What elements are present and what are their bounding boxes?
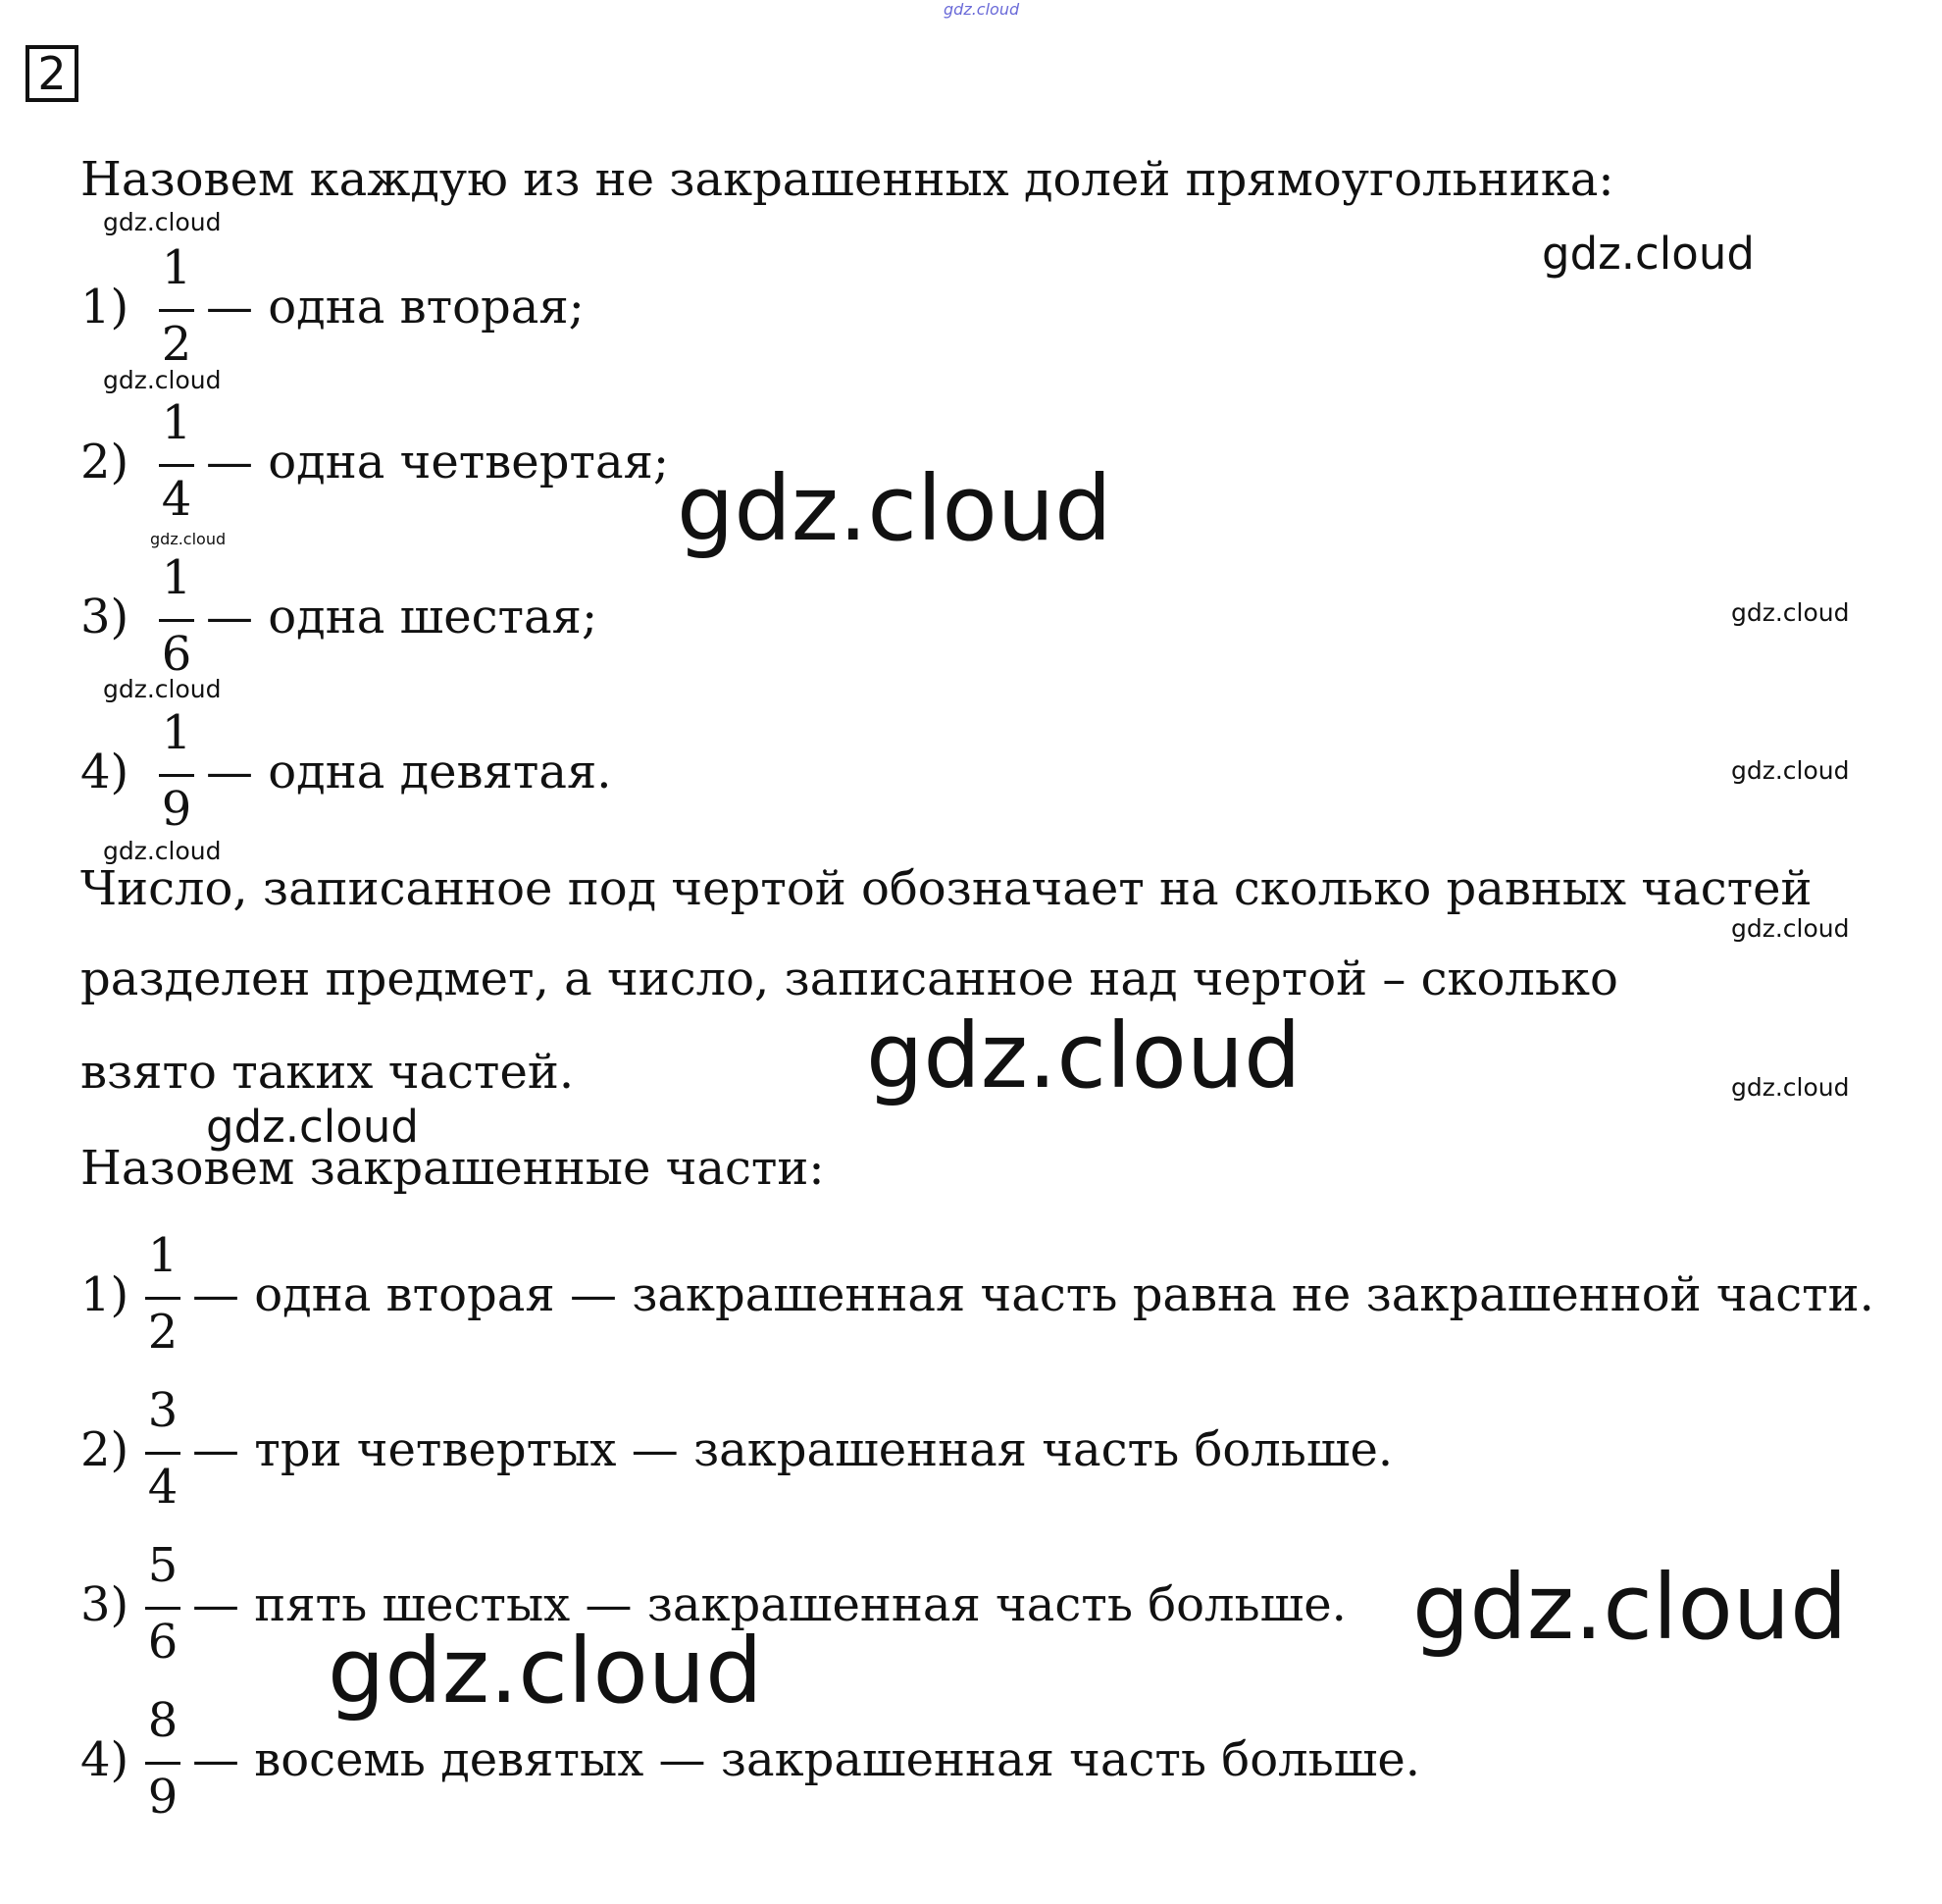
fraction-bar [159, 619, 194, 622]
item-number: 1) [80, 1267, 129, 1322]
numerator: 5 [147, 1538, 179, 1593]
watermark: gdz.cloud [103, 675, 222, 703]
watermark: gdz.cloud [1731, 1073, 1850, 1102]
item-number: 2) [80, 435, 129, 489]
task-number: 2 [37, 47, 67, 100]
item-number: 4) [80, 1732, 129, 1787]
fraction-bar [159, 774, 194, 777]
numerator: 1 [147, 1228, 179, 1283]
watermark: gdz.cloud [150, 530, 227, 548]
shaded-intro-text: Назовем закрашенные части: [80, 1141, 825, 1196]
intro-text: Назовем каждую из не закрашенных долей прямоугольника: [80, 152, 1614, 207]
denominator: 9 [147, 1770, 179, 1825]
item-text: — одна шестая; [206, 590, 598, 644]
item-text: — пять шестых — закрашенная часть больше. [192, 1577, 1347, 1632]
watermark: gdz.cloud [1731, 914, 1850, 943]
numerator: 1 [161, 550, 192, 605]
explanation-line-3: взято таких частей. [80, 1045, 575, 1100]
numerator: 1 [161, 705, 192, 760]
watermark: gdz.cloud [103, 366, 222, 394]
fraction [143, 1538, 182, 1675]
fraction-bar [159, 464, 194, 467]
watermark: gdz.cloud [1731, 756, 1850, 785]
item-number: 2) [80, 1422, 129, 1477]
denominator: 4 [161, 472, 192, 527]
watermark: gdz.cloud [677, 456, 1112, 561]
denominator: 4 [147, 1460, 179, 1515]
fraction [157, 550, 196, 688]
fraction-bar [145, 1297, 180, 1300]
explanation-line-2: разделен предмет, а число, записанное над чертой – сколько [80, 952, 1618, 1006]
fraction [157, 240, 196, 378]
fraction [143, 1693, 182, 1830]
explanation-line-1: Число, записанное под чертой обозначает на сколько равных частей [80, 861, 1813, 916]
item-text: — одна четвертая; [206, 435, 670, 489]
numerator: 8 [147, 1693, 179, 1748]
fraction-bar [145, 1762, 180, 1765]
item-number: 4) [80, 745, 129, 799]
denominator: 6 [147, 1615, 179, 1670]
denominator: 6 [161, 627, 192, 682]
watermark: gdz.cloud [1731, 598, 1850, 627]
watermark: gdz.cloud [944, 0, 1020, 19]
task-number-box [26, 45, 78, 102]
item-number: 3) [80, 1577, 129, 1632]
watermark: gdz.cloud [1412, 1555, 1848, 1660]
fraction [143, 1228, 182, 1365]
watermark: gdz.cloud [328, 1619, 763, 1724]
item-number: 3) [80, 590, 129, 644]
watermark: gdz.cloud [1542, 228, 1755, 280]
numerator: 1 [161, 395, 192, 450]
fraction-bar [145, 1452, 180, 1455]
numerator: 1 [161, 240, 192, 295]
denominator: 2 [161, 317, 192, 372]
watermark: gdz.cloud [103, 837, 222, 865]
denominator: 9 [161, 782, 192, 837]
fraction [157, 395, 196, 533]
watermark: gdz.cloud [866, 1003, 1302, 1108]
fraction-bar [145, 1607, 180, 1610]
watermark: gdz.cloud [206, 1101, 419, 1153]
numerator: 3 [147, 1383, 179, 1438]
item-number: 1) [80, 280, 129, 334]
denominator: 2 [147, 1305, 179, 1360]
watermark: gdz.cloud [103, 208, 222, 236]
item-text: — одна девятая. [206, 745, 612, 799]
item-text: — одна вторая — закрашенная часть равна не закрашенной части. [192, 1267, 1874, 1322]
item-text: — восемь девятых — закрашенная часть больше. [192, 1732, 1421, 1787]
fraction [157, 705, 196, 843]
fraction [143, 1383, 182, 1520]
item-text: — одна вторая; [206, 280, 585, 334]
fraction-bar [159, 309, 194, 312]
item-text: — три четвертых — закрашенная часть больше. [192, 1422, 1394, 1477]
